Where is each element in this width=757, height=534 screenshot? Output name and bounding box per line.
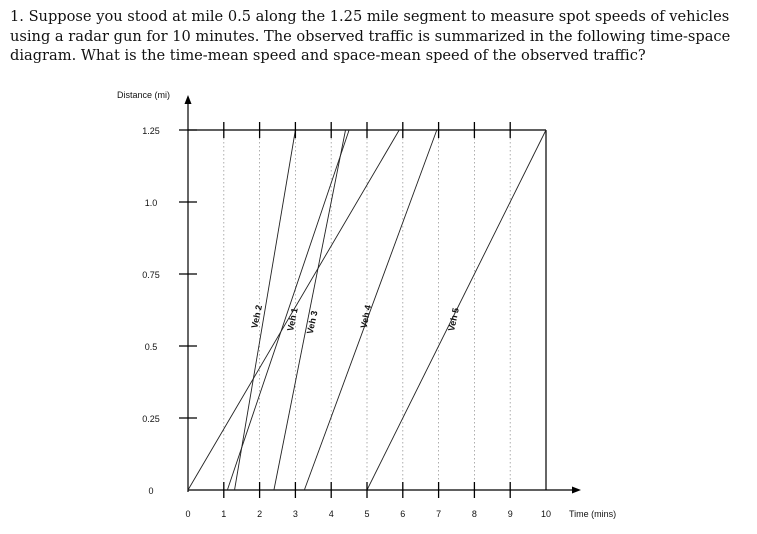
x-tick-label-10: 10 — [540, 509, 552, 519]
label-veh-2: Veh 2 — [249, 304, 265, 330]
trajectory-veh-2 — [235, 130, 296, 490]
x-axis-title: Time (mins) — [569, 509, 617, 519]
question-text: 1. Suppose you stood at mile 0.5 along the 1.25 mile segment to measure spot speeds of vehicles using a radar gun for 10 minutes. The observed traffic is summarized in the following time-space diagram. What is the time-mean speed and space-mean speed of the observed traffic? — [10, 8, 731, 64]
y-axis-arrow — [185, 95, 192, 104]
x-tick-label-9: 9 — [507, 509, 513, 519]
label-veh-1: Veh 1 — [285, 306, 300, 332]
x-tick-label-1: 1 — [221, 509, 227, 519]
y-tick-label-0.25: 0.25 — [142, 414, 160, 424]
x-tick-label-8: 8 — [471, 509, 477, 519]
x-tick-label-2: 2 — [257, 509, 263, 519]
x-tick-label-4: 4 — [328, 509, 334, 519]
x-axis-arrow — [572, 487, 581, 494]
x-tick-label-7: 7 — [436, 509, 442, 519]
x-tick-label-5: 5 — [364, 509, 370, 519]
x-tick-label-6: 6 — [400, 509, 406, 519]
y-tick-label-0.75: 0.75 — [142, 270, 160, 280]
y-axis-title: Distance (mi) — [117, 90, 171, 100]
text-labels — [117, 90, 616, 519]
y-tick-label-0: 0 — [148, 486, 154, 496]
label-veh-4: Veh 4 — [358, 304, 374, 330]
x-tick-label-3: 3 — [292, 509, 298, 519]
y-tick-label-0.5: 0.5 — [144, 342, 158, 352]
x-tick-label-0: 0 — [185, 509, 191, 519]
label-veh-3: Veh 3 — [304, 309, 320, 335]
y-tick-label-1.25: 1.25 — [142, 126, 160, 136]
y-tick-label-1.0: 1.0 — [144, 198, 158, 208]
label-veh-5: Veh 5 — [446, 306, 461, 332]
